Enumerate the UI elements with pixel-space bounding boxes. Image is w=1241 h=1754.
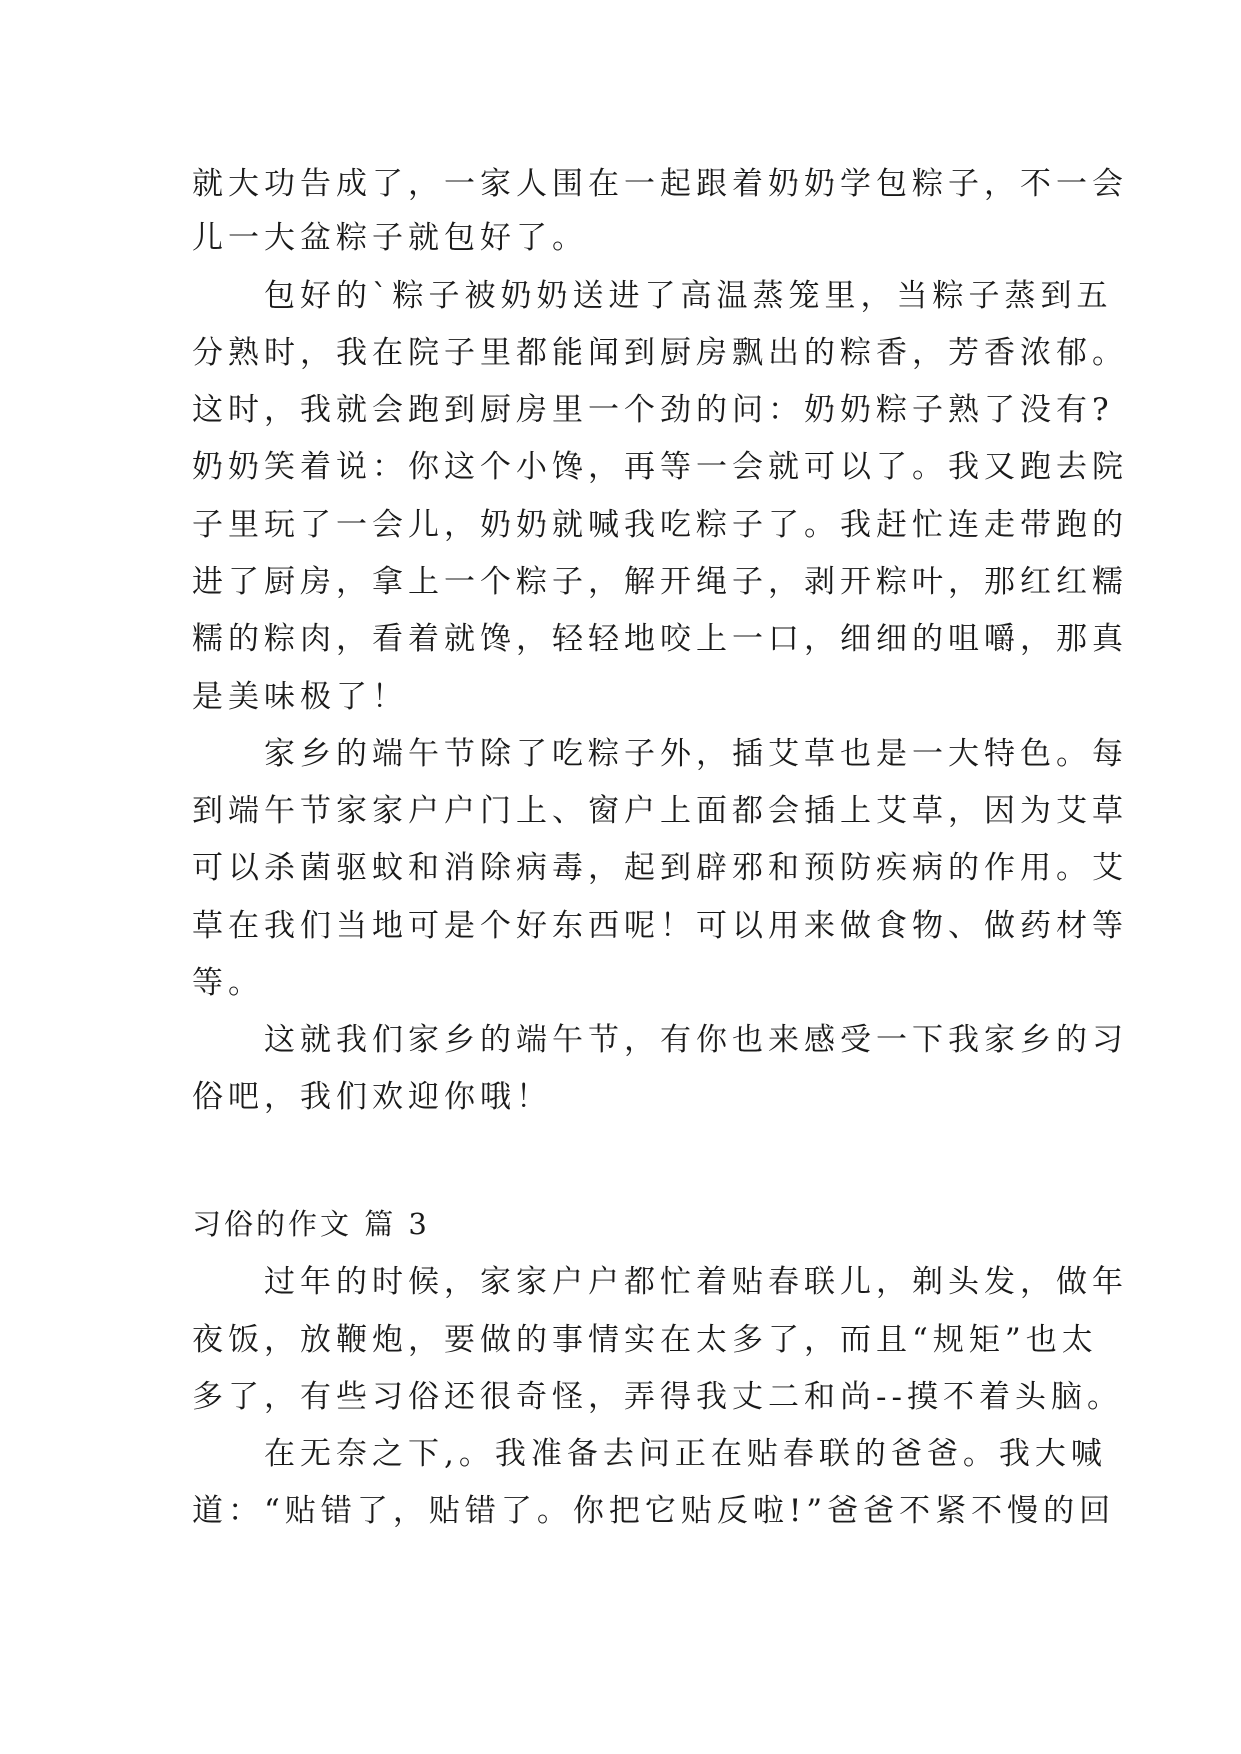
text-line: 在无奈之下,。我准备去问正在贴春联的爸爸。我大喊 (192, 1436, 1107, 1472)
text-line: 等。 (192, 965, 264, 1001)
text-line: 家乡的端午节除了吃粽子外，插艾草也是一大特色。每 (192, 736, 1128, 772)
text-line: 俗吧，我们欢迎你哦！ (192, 1079, 552, 1115)
text-line: 这就我们家乡的端午节，有你也来感受一下我家乡的习 (192, 1022, 1128, 1058)
text-line: 到端午节家家户户门上、窗户上面都会插上艾草，因为艾草 (192, 793, 1128, 829)
text-line: 奶奶笑着说：你这个小馋，再等一会就可以了。我又跑去院 (192, 449, 1128, 485)
text-line: 儿一大盆粽子就包好了。 (192, 220, 588, 256)
text-line: 草在我们当地可是个好东西呢！可以用来做食物、做药材等 (192, 908, 1128, 944)
text-line: 过年的时候，家家户户都忙着贴春联儿，剃头发，做年 (192, 1264, 1128, 1300)
text-line: 子里玩了一会儿，奶奶就喊我吃粽子了。我赶忙连走带跑的 (192, 507, 1128, 543)
text-line: 道：“贴错了，贴错了。你把它贴反啦!”爸爸不紧不慢的回 (192, 1493, 1116, 1529)
text-line: 分熟时，我在院子里都能闻到厨房飘出的粽香，芳香浓郁。 (192, 335, 1128, 371)
section-title: 习俗的作文 篇 3 (192, 1207, 430, 1241)
text-line: 这时，我就会跑到厨房里一个劲的问：奶奶粽子熟了没有? (192, 392, 1114, 428)
text-line: 糯的粽肉，看着就馋，轻轻地咬上一口，细细的咀嚼，那真 (192, 621, 1128, 657)
text-line: 夜饭，放鞭炮，要做的事情实在太多了，而且“规矩”也太 (192, 1322, 1098, 1358)
text-line: 包好的`粽子被奶奶送进了高温蒸笼里，当粽子蒸到五 (192, 278, 1113, 314)
text-line: 进了厨房，拿上一个粽子，解开绳子，剥开粽叶，那红红糯 (192, 564, 1128, 600)
text-line: 多了，有些习俗还很奇怪，弄得我丈二和尚--摸不着头脑。 (192, 1379, 1123, 1415)
text-line: 就大功告成了，一家人围在一起跟着奶奶学包粽子，不一会 (192, 166, 1128, 202)
text-line: 是美味极了！ (192, 679, 408, 715)
text-line: 可以杀菌驱蚊和消除病毒，起到辟邪和预防疾病的作用。艾 (192, 850, 1128, 886)
